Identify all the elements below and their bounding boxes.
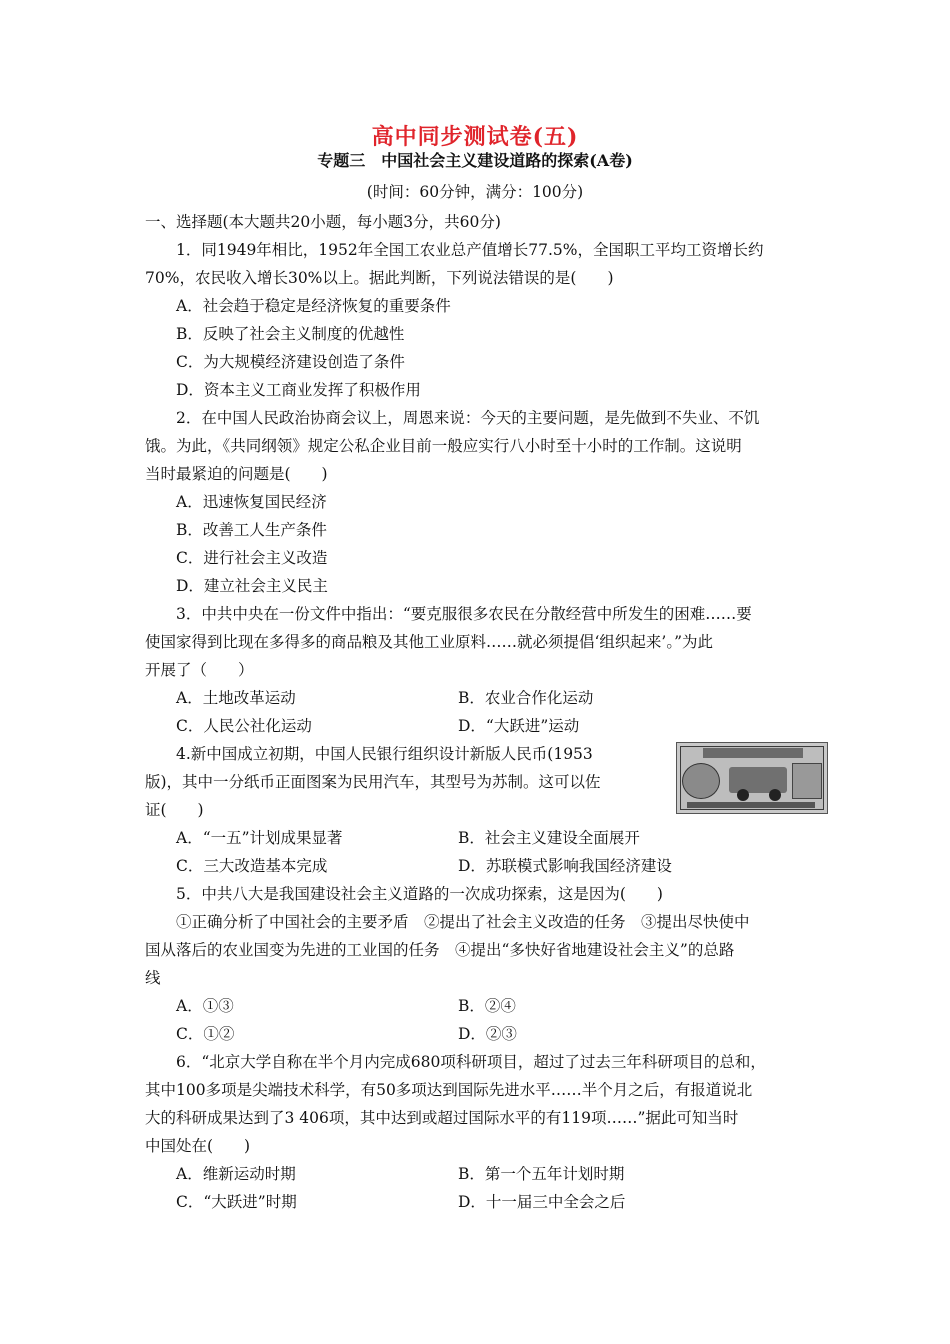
option-a[interactable]: A．维新运动时期 xyxy=(176,1165,296,1183)
question-5 xyxy=(145,880,805,1048)
banknote-side-panel xyxy=(792,763,822,799)
option-b[interactable]: B．改善工人生产条件 xyxy=(176,521,327,539)
question-stem-line: 4.新中国成立初期，中国人民银行组织设计新版人民币(1953 xyxy=(176,745,593,763)
question-stem-line: 中国处在( ) xyxy=(145,1137,251,1155)
option-d[interactable]: D．“大跃进”运动 xyxy=(458,717,580,735)
option-row xyxy=(145,1020,805,1048)
option-a[interactable]: A．①③ xyxy=(176,997,234,1015)
banknote-image xyxy=(676,742,828,814)
option-c[interactable]: C．三大改造基本完成 xyxy=(176,857,328,875)
option-row xyxy=(145,992,805,1020)
truck-wheel-icon xyxy=(737,789,749,801)
question-stem-line: 70%，农民收入增长30%以上。据此判断，下列说法错误的是( ) xyxy=(145,269,614,287)
question-stem-line: 版)，其中一分纸币正面图案为民用汽车，其型号为苏制。这可以佐 xyxy=(145,773,601,791)
option-c[interactable]: C．①② xyxy=(176,1025,235,1043)
question-stem-line: 6．“北京大学自称在半个月内完成680项科研项目，超过了过去三年科研项目的总和， xyxy=(176,1053,766,1071)
question-stem-line: 大的科研成果达到了3 406项，其中达到或超过国际水平的有119项……”据此可知当时 xyxy=(145,1109,739,1127)
question-stem-line: 其中100多项是尖端技术科学，有50多项达到国际先进水平……半个月之后，有报道说北 xyxy=(145,1081,753,1099)
question-3 xyxy=(145,600,805,740)
question-stem-line: 3．中共中央在一份文件中指出：“要克服很多农民在分散经营中所发生的困难……要 xyxy=(176,605,752,623)
option-b[interactable]: B．农业合作化运动 xyxy=(458,689,594,707)
option-a[interactable]: A．迅速恢复国民经济 xyxy=(176,493,327,511)
question-stem-line: 当时最紧迫的问题是( ) xyxy=(145,465,328,483)
truck-wheel-icon xyxy=(769,789,781,801)
option-b[interactable]: B．反映了社会主义制度的优越性 xyxy=(176,325,405,343)
banknote-header-band xyxy=(703,748,803,758)
option-row xyxy=(145,684,805,712)
option-c[interactable]: C．“大跃进”时期 xyxy=(176,1193,297,1211)
option-d[interactable]: D．苏联模式影响我国经济建设 xyxy=(458,857,672,875)
option-b[interactable]: B．社会主义建设全面展开 xyxy=(458,829,640,847)
question-stem-line: 证( ) xyxy=(145,801,204,819)
option-b[interactable]: B．第一个五年计划时期 xyxy=(458,1165,625,1183)
banknote-footer-band xyxy=(687,802,815,808)
option-d[interactable]: D．建立社会主义民主 xyxy=(176,577,328,595)
question-stem-line: 开展了（ ） xyxy=(145,661,254,679)
banknote-1953-one-fen-image xyxy=(676,742,828,814)
option-d[interactable]: D．十一届三中全会之后 xyxy=(458,1193,626,1211)
option-c[interactable]: C．进行社会主义改造 xyxy=(176,549,328,567)
option-d[interactable]: D．②③ xyxy=(458,1025,517,1043)
option-row xyxy=(145,1188,805,1216)
question-1 xyxy=(145,236,805,404)
option-a[interactable]: A．“一五”计划成果显著 xyxy=(176,829,343,847)
option-row xyxy=(145,712,805,740)
option-row xyxy=(145,1160,805,1188)
statement-line: 国从落后的农业国变为先进的工业国的任务 ④提出“多快好省地建设社会主义”的总路 xyxy=(145,941,735,959)
statement-line: 线 xyxy=(145,969,161,987)
question-stem-line: 2．在中国人民政治协商会议上，周恩来说：今天的主要问题，是先做到不失业、不饥 xyxy=(176,409,760,427)
question-stem-line: 使国家得到比现在多得多的商品粮及其他工业原料……就必须提倡‘组织起来’。”为此 xyxy=(145,633,714,651)
option-a[interactable]: A．土地改革运动 xyxy=(176,689,296,707)
question-stem-line: 5．中共八大是我国建设社会主义道路的一次成功探索，这是因为( ) xyxy=(176,885,663,903)
option-c[interactable]: C．人民公社化运动 xyxy=(176,717,312,735)
banknote-denomination-emblem xyxy=(682,763,720,799)
option-row xyxy=(145,824,805,852)
option-b[interactable]: B．②④ xyxy=(458,997,516,1015)
question-6 xyxy=(145,1048,805,1216)
option-c[interactable]: C．为大规模经济建设创造了条件 xyxy=(176,353,405,371)
page-subtitle: 专题三 中国社会主义建设道路的探索(A卷) xyxy=(317,151,633,170)
option-d[interactable]: D．资本主义工商业发挥了积极作用 xyxy=(176,381,421,399)
question-list xyxy=(145,208,805,1216)
statement-line: ①正确分析了中国社会的主要矛盾 ②提出了社会主义改造的任务 ③提出尽快使中 xyxy=(176,913,750,931)
question-2 xyxy=(145,404,805,600)
option-a[interactable]: A．社会趋于稳定是经济恢复的重要条件 xyxy=(176,297,451,315)
question-stem-line: 饿。为此，《共同纲领》规定公私企业目前一般应实行八小时至十小时的工作制。这说明 xyxy=(145,437,742,455)
option-row xyxy=(145,852,805,880)
page-title: 高中同步测试卷(五) xyxy=(371,124,579,150)
section-heading: 一、选择题(本大题共20小题，每小题3分，共60分) xyxy=(145,213,501,231)
question-stem-line: 1．同1949年相比，1952年全国工农业总产值增长77.5%，全国职工平均工资增长约 xyxy=(176,241,764,259)
time-info: (时间：60分钟，满分：100分) xyxy=(366,183,584,201)
